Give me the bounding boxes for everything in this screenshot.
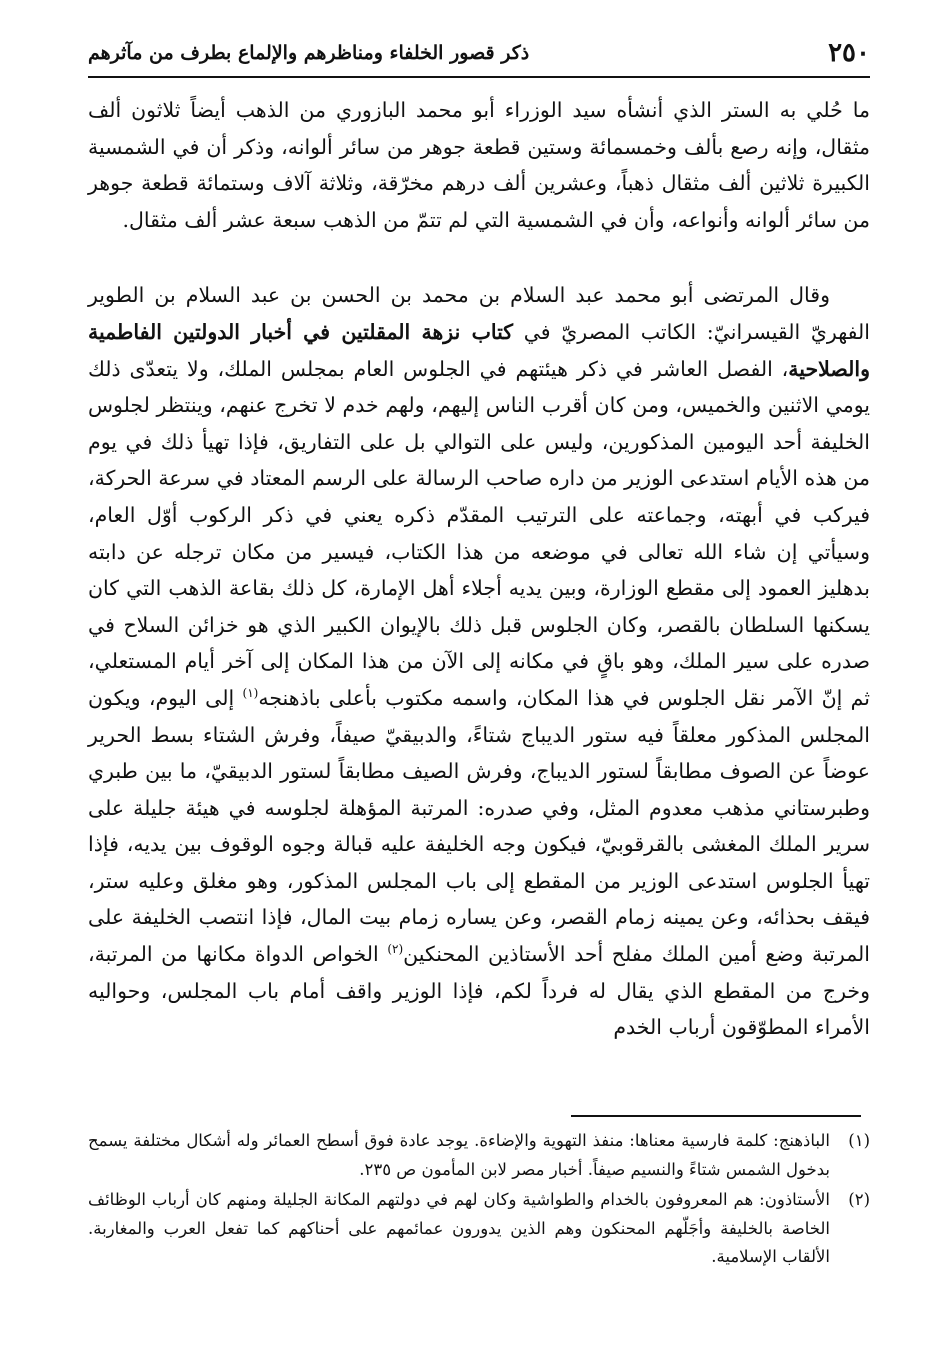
footnote-1 bbox=[88, 1127, 870, 1184]
paragraph-1: ما حُلي به الستر الذي أنشأه سيد الوزراء أبو محمد البازوري من الذهب أيضاً ثلاثون ألف مثقال، وإنه رصع بألف وخمسمائة وستين قطعة جوهر من سائر ألوانه، وذكر أن في الشمسية الكبيرة ثلاثين ألف مثقال ذهباً، وعشرين ألف درهم مخرّقة، وثلاثة آلاف وستمائة قطعة جوهر من سائر ألوانه وأنواعه، وأن في الشمسية التي لم تتمّ من الذهب سبعة عشر ألف مثقال. bbox=[88, 98, 870, 232]
page-header bbox=[88, 32, 870, 78]
footnote-text: الأستاذون: هم المعروفون بالخدام والطواشية وكان لهم في دولتهم المكانة الجليلة ومنهم كان أرباب الوظائف الخاصة بالخليفة وأجَلّهم المحنكون وهم الذين يدورون عمائمهم على أحناكهم كما تفعل العرب والمغاربة. الألقاب الإسلامية. bbox=[88, 1190, 830, 1267]
footnote-number: (١) bbox=[848, 1131, 870, 1150]
book-title: كتاب نزهة المقلتين في أخبار الدولتين الفاطمية والصلاحية bbox=[88, 319, 870, 381]
footnote-divider bbox=[571, 1115, 861, 1117]
paragraph-2 bbox=[88, 277, 870, 1045]
footnotes bbox=[88, 1127, 870, 1274]
main-text bbox=[88, 92, 870, 1046]
running-title: ذكر قصور الخلفاء ومناظرهم والإلماع بطرف من مآثرهم bbox=[88, 42, 530, 64]
paragraph-gap bbox=[88, 238, 870, 277]
page-number: ٢٥٠ bbox=[828, 38, 870, 68]
footnote-number: (٢) bbox=[848, 1190, 870, 1210]
paragraph-2-part-a: ، الفصل العاشر في ذكر هيئتهم في الجلوس العام بمجلس الملك، ولا يتعدّى ذلك يومي الاثنين والخميس، ومن كان أقرب الناس إليهم، ولهم خدم لا تخرج عنهم، وينتظر لجلوس الخليفة أحد اليومين المذكورين، وليس على التوالي بل على التفاريق، فإذا تهيأ ذلك في يوم من هذه الأيام استدعى الوزير من داره صاحب الرسالة على الرسم المعتاد في سرعة الحركة، فيركب في أبهته، وجماعته على الترتيب المقدّم ذكره يعني في ذكر الركوب أوّل العام، وسيأتي إن شاء الله تعالى في موضعه من هذا الكتاب، فيسير من مكان ترجله عن دابته بدهليز العمود إلى مقطع الوزارة، وبين يديه أجلاء أهل الإمارة، كل ذلك بقاعة الذهب التي كان يسكنها السلطان بالقصر، وكان الجلوس قبل ذلك بالإيوان الكبير الذي هو خزائن السلاح في صدره على سير الملك، وهو باقٍ في مكانه إلى الآن من هذا المكان إلى آخر أيام المستعلي، ثم إنّ الآمر نقل الجلوس في هذا المكان، واسمه مكتوب بأعلى باذهنجه bbox=[88, 356, 870, 710]
paragraph-2-part-b: إلى اليوم، ويكون المجلس المذكور معلقاً فيه ستور الديباج شتاءً، والدبيقيّ صيفاً، وفرش الشتاء بسط الحرير عوضاً عن الصوف مطابقاً لستور الديباج، وفرش الصيف مطابقاً لستور الدبيقيّ، ما بين طبري وطبرستاني مذهب معدوم المثل، وفي صدره: المرتبة المؤهلة لجلوسه في هيئة جليلة على سرير الملك المغشى بالقرقوبيّ، فيكون وجه الخليفة عليه قبالة وجوه الوقوف بين يديه، فإذا تهيأ الجلوس استدعى الوزير من المقطع إلى باب المجلس المذكور، وهو مغلق وعليه ستر، فيقف بحذائه، وعن يمينه زمام القصر، وعن يساره زمام بيت المال، فإذا انتصب الخليفة على المرتبة وضع أمين الملك مفلح أحد الأستاذين المحنكين bbox=[88, 685, 870, 967]
footnote-2 bbox=[88, 1186, 870, 1272]
paragraph-2-part-c: الخواص الدواة مكانها من المرتبة، وخرج من المقطع الذي يقال له فرداً لكم، فإذا الوزير واقف أمام باب المجلس، وحواليه الأمراء المطوّقون أرباب الخدم bbox=[88, 942, 870, 1040]
paragraph-2-intro: وقال المرتضى أبو محمد عبد السلام بن محمد بن الحسن بن عبد السلام بن الطوير الفهريّ القيسرانيّ: الكاتب المصريّ في bbox=[88, 283, 870, 344]
footnote-ref-1[interactable]: (١) bbox=[242, 686, 259, 701]
footnote-ref-2[interactable]: (٢) bbox=[387, 942, 404, 957]
footnote-text: الباذهنج: كلمة فارسية معناها: منفذ التهوية والإضاءة. يوجد عادة فوق أسطح العمائر وله أشكال مختلفة يسمح بدخول الشمس شتاءً والنسيم صيفاً. أخبار مصر لابن المأمون ص ٢٣٥. bbox=[88, 1131, 830, 1179]
